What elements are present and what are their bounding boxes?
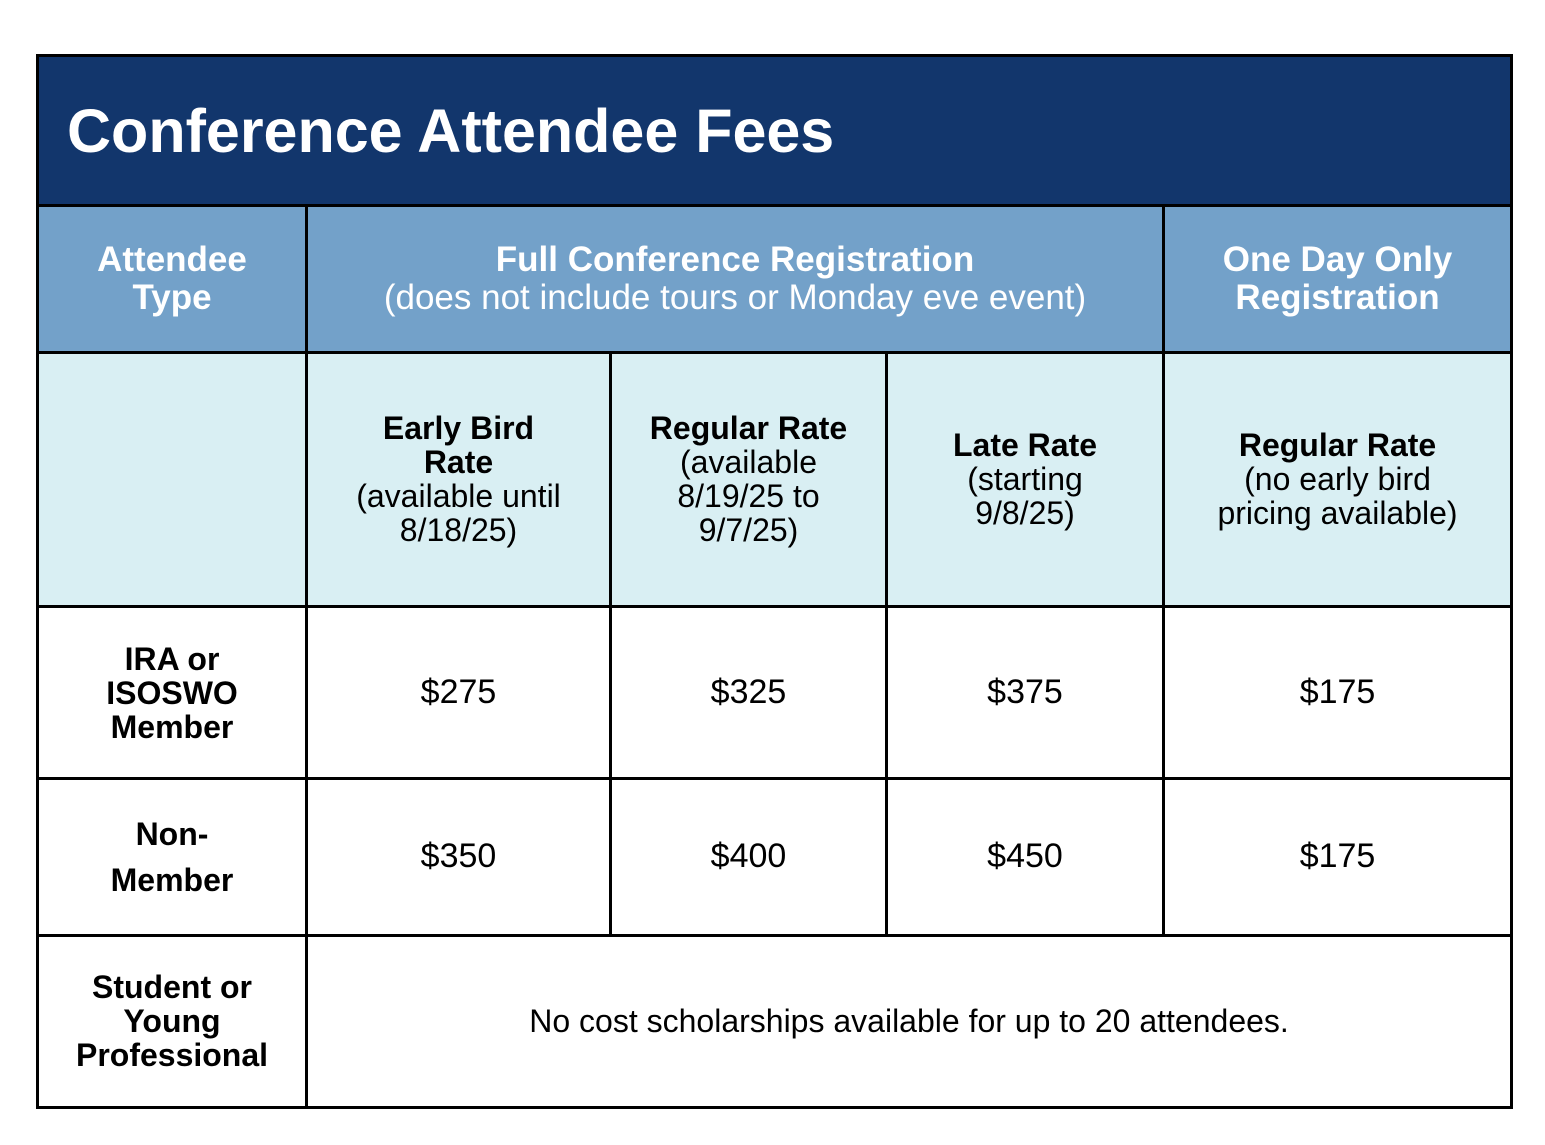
rate-title: Regular Rate xyxy=(649,410,848,447)
row-label-line: ISOSWO xyxy=(106,674,238,711)
late-rate-header xyxy=(887,352,1164,606)
rate-note: 8/18/25) xyxy=(399,512,518,549)
fee-table xyxy=(36,54,1513,1109)
table-row xyxy=(38,935,1512,1107)
attendee-type-header xyxy=(38,206,307,352)
one-day-header-line: Registration xyxy=(1235,277,1440,317)
rate-title: Regular Rate xyxy=(1238,427,1437,464)
price-cell: $375 xyxy=(887,607,1164,779)
rate-title: Rate xyxy=(423,444,494,481)
price-cell: $450 xyxy=(887,779,1164,935)
early-bird-rate-header xyxy=(307,352,611,606)
row-label-line: Student or xyxy=(92,969,252,1006)
full-conference-title: Full Conference Registration xyxy=(495,239,975,279)
price-cell: $275 xyxy=(307,607,611,779)
price-cell: $350 xyxy=(307,779,611,935)
rate-note: (starting xyxy=(967,461,1083,498)
rate-title: Early Bird xyxy=(382,410,535,447)
price-cell: $325 xyxy=(611,607,887,779)
table-row xyxy=(38,779,1512,935)
rate-note: 9/7/25) xyxy=(698,512,799,549)
row-label-student xyxy=(38,935,307,1107)
row-label-line: IRA or xyxy=(124,640,220,677)
rate-note: (available xyxy=(680,444,817,481)
rate-title: Late Rate xyxy=(952,427,1098,464)
header-row xyxy=(38,206,1512,352)
full-conference-note: (does not include tours or Monday eve event) xyxy=(383,277,1087,317)
one-day-header-line: One Day Only xyxy=(1222,239,1453,279)
attendee-type-header-line: Attendee xyxy=(97,239,247,279)
scholarship-note: No cost scholarships available for up to 20 attendees. xyxy=(307,935,1512,1107)
rate-note: (no early bird xyxy=(1244,461,1431,498)
rate-note: pricing available) xyxy=(1217,495,1458,532)
rate-note: 9/8/25) xyxy=(975,495,1075,532)
regular-rate-header xyxy=(611,352,887,606)
rate-note: (available until xyxy=(356,478,561,515)
rate-note: 8/19/25 to xyxy=(677,478,820,515)
price-cell: $175 xyxy=(1164,607,1512,779)
title-row xyxy=(38,56,1512,206)
row-label-line: Member xyxy=(110,708,234,745)
row-label-line: Young xyxy=(123,1003,221,1040)
row-label-line: Non- xyxy=(135,815,209,852)
one-day-rate-header xyxy=(1164,352,1512,606)
table-row xyxy=(38,607,1512,779)
attendee-type-header-line: Type xyxy=(132,277,212,317)
row-label-line: Member xyxy=(110,861,234,898)
price-cell: $175 xyxy=(1164,779,1512,935)
rate-header-row xyxy=(38,352,1512,606)
row-label-line: Professional xyxy=(75,1037,269,1074)
full-conference-header xyxy=(307,206,1164,352)
empty-subheader-cell xyxy=(38,352,307,606)
one-day-header xyxy=(1164,206,1512,352)
row-label-non-member xyxy=(38,779,307,935)
price-cell: $400 xyxy=(611,779,887,935)
page-title: Conference Attendee Fees xyxy=(38,56,1512,206)
row-label-member xyxy=(38,607,307,779)
